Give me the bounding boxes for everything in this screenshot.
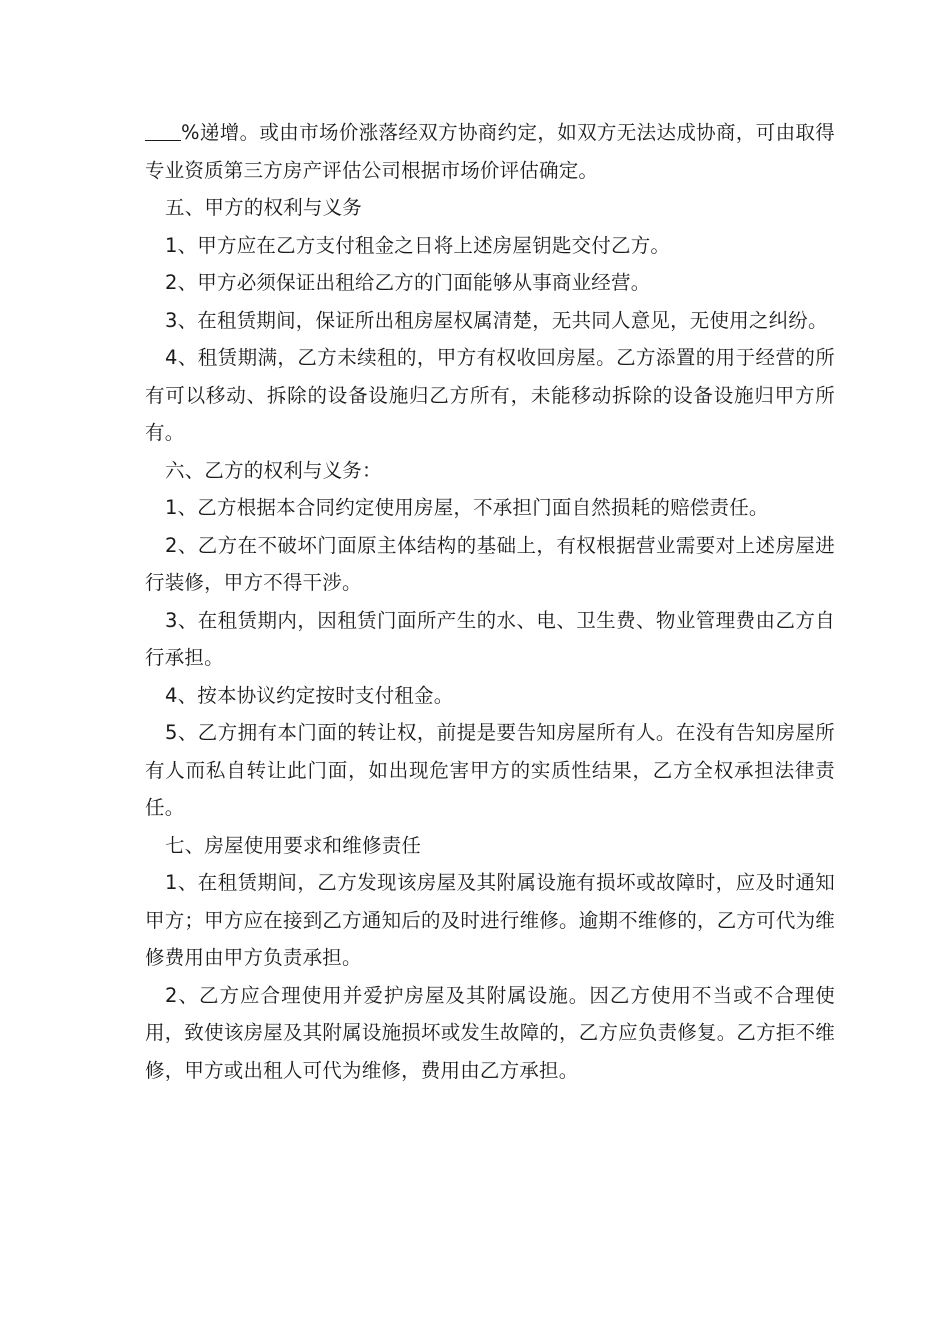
clause-6-3: 3、在租赁期内，因租赁门面所产生的水、电、卫生费、物业管理费由乙方自行承担。 (145, 608, 835, 669)
section-heading-7: 七、房屋使用要求和维修责任 (165, 833, 422, 857)
clause-5-4: 4、租赁期满，乙方未续租的，甲方有权收回房屋。乙方添置的用于经营的所有可以移动、拆除的设备设施归乙方所有，未能移动拆除的设备设施归甲方所有。 (145, 346, 835, 444)
clause-5-2: 2、甲方必须保证出租给乙方的门面能够从事商业经营。 (165, 271, 651, 294)
clause-6-5: 5、乙方拥有本门面的转让权，前提是要告知房屋所有人。在没有告知房屋所有人而私自转让此门面，如出现危害甲方的实质性结果，乙方全权承担法律责任。 (145, 721, 835, 819)
clause-6-4: 4、按本协议约定按时支付租金。 (165, 683, 454, 707)
paragraph-rent-increase: %递增。或由市场价涨落经双方协商约定，如双方无法达成协商，可由取得专业资质第三方房产评估公司根据市场价评估确定。 (145, 121, 835, 182)
section-heading-6: 六、乙方的权利与义务： (165, 458, 382, 482)
clause-5-3: 3、在租赁期间，保证所出租房屋权属清楚，无共同人意见，无使用之纠纷。 (165, 308, 828, 332)
clause-5-1: 1、甲方应在乙方支付租金之日将上述房屋钥匙交付乙方。 (165, 233, 671, 257)
clause-7-1: 1、在租赁期间，乙方发现该房屋及其附属设施有损坏或故障时，应及时通知甲方；甲方应在接到乙方通知后的及时进行维修。逾期不维修的，乙方可代为维修费用由甲方负责承担。 (145, 871, 835, 969)
section-heading-5: 五、甲方的权利与义务 (165, 196, 363, 219)
document-body (145, 114, 835, 1089)
clause-7-2: 2、乙方应合理使用并爱护房屋及其附属设施。因乙方使用不当或不合理使用，致使该房屋及其附属设施损坏或发生故障的，乙方应负责修复。乙方拒不维修，甲方或出租人可代为维修，费用由乙方承担。 (145, 983, 835, 1082)
clause-6-2: 2、乙方在不破坏门面原主体结构的基础上，有权根据营业需要对上述房屋进行装修，甲方不得干涉。 (145, 533, 835, 594)
fill-in-blank (145, 120, 181, 141)
clause-6-1: 1、乙方根据本合同约定使用房屋，不承担门面自然损耗的赔偿责任。 (165, 496, 769, 519)
